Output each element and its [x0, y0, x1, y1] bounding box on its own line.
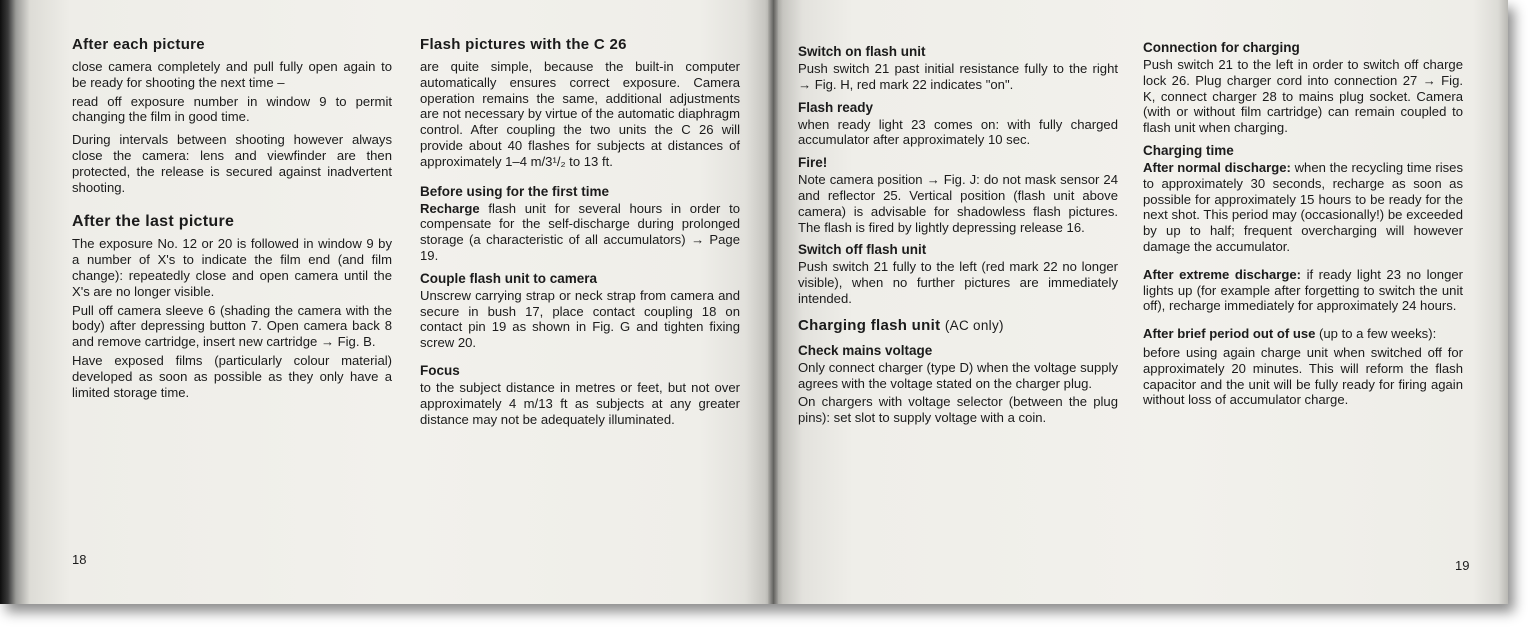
heading-text: Charging flash unit [798, 316, 941, 334]
bold-text: Recharge [420, 200, 480, 216]
heading-charging-flash [798, 317, 1118, 335]
paragraph: Have exposed films (particularly colour material) developed as soon as possible as they only have a limited storage time. [72, 352, 392, 400]
paragraph: Push switch 21 to the left in order to switch off charge lock 26. Plug charger cord into connection 27 → Fig. K, connect charger 28 to mains plug socket. Camera (with or without film cartridge) can remain coupled to flash unit when charging. [1143, 57, 1463, 136]
paragraph: close camera completely and pull fully open again to be ready for shooting the next time – [72, 59, 392, 90]
paragraph: Only connect charger (type D) when the voltage supply agrees with the voltage stated on the charger plug. [798, 359, 1118, 391]
paragraph [420, 201, 740, 264]
bold-text: After brief period out of use [1143, 326, 1316, 342]
left-page-column-1 [72, 36, 392, 407]
paragraph: On chargers with voltage selector (between the plug pins): set slot to supply voltage with a coin. [798, 394, 1118, 426]
paragraph [1143, 326, 1463, 342]
paragraph: when ready light 23 comes on: with fully charged accumulator after approximately 10 sec. [798, 116, 1118, 148]
heading-after-each-picture: After each picture [72, 36, 205, 53]
page-number-right: 19 [1455, 558, 1470, 573]
right-page-column-2 [1143, 40, 1463, 415]
page-number-left: 18 [72, 552, 87, 567]
heading-flash-ready: Flash ready [798, 99, 874, 115]
paragraph-text: when the recycling time rises to approximately 30 seconds, recharge as soon as possible for approximately 15 hours to be ready for the next shot. This period may (occasionally!) be exceeded by up to half; frequent overcharging will however damage the accumulator. [1143, 159, 1463, 254]
paragraph: before using again charge unit when switched off for approximately 20 minutes. This will reform the flash capacitor and the unit will be fully ready for firing again without loss of accumulator charge. [1143, 344, 1463, 408]
heading-focus: Focus [420, 362, 460, 378]
heading-flash-pictures: Flash pictures with the C 26 [420, 36, 627, 53]
paragraph-note: (up to a few weeks): [1315, 326, 1437, 342]
bold-text: After extreme discharge: [1143, 266, 1302, 282]
paragraph: Note camera position → Fig. J: do not mask sensor 24 and reflector 25. Vertical position (flash unit above camera) is advisable for shadowless flash pictures. The flash is fired by lightly depressing release 16. [798, 172, 1118, 235]
heading-before-first-use: Before using for the first time [420, 183, 610, 199]
heading-charging-time: Charging time [1143, 142, 1234, 158]
paragraph: Unscrew carrying strap or neck strap from camera and secure in bush 17, place contact coupling 18 on contact pin 19 as shown in Fig. G and tighten fixing screw 20. [420, 287, 740, 351]
paragraph: Pull off camera sleeve 6 (shading the camera with the body) after depressing button 7. Open camera back 8 and remove cartridge, insert new cartridge → Fig. B. [72, 302, 392, 350]
left-page [0, 0, 773, 604]
paragraph: are quite simple, because the built-in computer automatically ensures correct exposure. Camera operation remains the same, additional adjustments are not necessary by virtue of the automatic diaphragm control. After coupling the two units the C 26 will provide about 40 flashes for subjects at distances of approximately 1–4 m/3¹/₂ to 13 ft. [420, 59, 740, 169]
heading-after-last-picture: After the last picture [72, 213, 235, 231]
heading-note: (AC only) [944, 317, 1004, 333]
heading-connection-charging: Connection for charging [1143, 40, 1300, 55]
heading-switch-on: Switch on flash unit [798, 44, 926, 59]
paragraph: Push switch 21 past initial resistance fully to the right → Fig. H, red mark 22 indicates "on". [798, 61, 1118, 92]
right-page [773, 0, 1508, 604]
paragraph: read off exposure number in window 9 to permit changing the film in good time. [72, 93, 392, 125]
paragraph [1143, 267, 1463, 314]
paragraph: Push switch 21 fully to the left (red mark 22 no longer visible), when no further pictures are immediately intended. [798, 259, 1118, 306]
paragraph: The exposure No. 12 or 20 is followed in window 9 by a number of X's to indicate the film end (and film change): repeatedly close and open camera until the X's are no longer visible. [72, 236, 392, 299]
bold-text: After normal discharge: [1143, 159, 1291, 175]
book-gutter [768, 0, 778, 604]
right-page-column-1 [798, 44, 1118, 433]
paragraph [1143, 160, 1463, 255]
left-page-column-2 [420, 36, 740, 434]
paragraph: to the subject distance in metres or feet, but not over approximately 4 m/13 ft as subjects at any greater distance may not be adequately illuminated. [420, 379, 740, 427]
paragraph-text: flash unit for several hours in order to compensate for the self-discharge during prolonged storage (a characteristic of all accumulators) → Page 19. [420, 200, 740, 263]
heading-switch-off: Switch off flash unit [798, 242, 927, 258]
paragraph: During intervals between shooting however always close the camera: lens and viewfinder are then protected, the release is secured against inadvertent shooting. [72, 132, 392, 195]
heading-check-mains: Check mains voltage [798, 342, 933, 358]
paragraph-text: if ready light 23 no longer lights up (for example after forgetting to switch the unit off), recharge immediately for approximately 24 hours. [1143, 266, 1463, 314]
heading-couple-flash: Couple flash unit to camera [420, 270, 598, 286]
heading-fire: Fire! [798, 155, 828, 171]
